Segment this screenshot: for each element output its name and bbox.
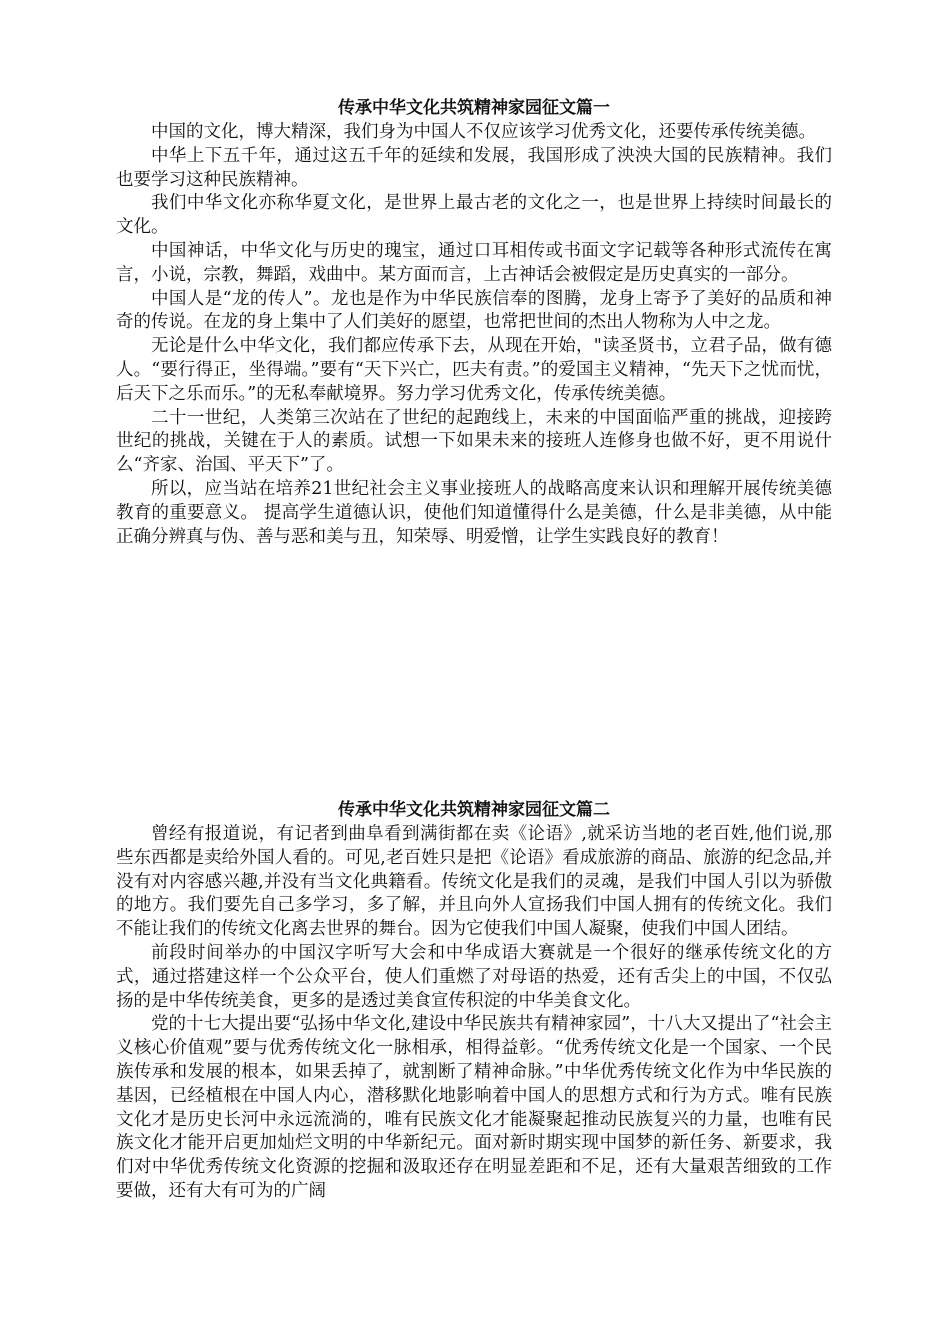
- essay-1-paragraph-4: 中国神话，中华文化与历史的瑰宝，通过口耳相传或书面文字记载等各种形式流传在寓言，小说，宗教，舞蹈，戏曲中。某方面而言，上古神话会被假定是历史真实的一部分。: [116, 240, 832, 285]
- essay-1: [116, 97, 832, 549]
- essay-1-paragraph-5: 中国人是“龙的传人”。龙也是作为中华民族信奉的图腾，龙身上寄予了美好的品质和神奇的传说。在龙的身上集中了人们美好的愿望，也常把世间的杰出人物称为人中之龙。: [116, 288, 832, 333]
- essay-1-paragraph-1: 中国的文化，博大精深，我们身为中国人不仅应该学习优秀文化，还要传承传统美德。: [151, 122, 816, 142]
- essay-2-title: 传承中华文化共筑精神家园征文篇二: [338, 800, 610, 820]
- essay-1-paragraph-7: 二十一世纪，人类第三次站在了世纪的起跑线上，未来的中国面临严重的挑战，迎接跨世纪的挑战，关键在于人的素质。试想一下如果未来的接班人连修身也做不好，更不用说什么“齐家、治国、平天下”了。: [116, 407, 832, 476]
- essay-2-paragraph-1: 曾经有报道说，有记者到曲阜看到满街都在卖《论语》,就采访当地的老百姓,他们说,那些东西都是卖给外国人看的。可见,老百姓只是把《论语》看成旅游的商品、旅游的纪念品,并没有对内容感兴趣,并没有当文化典籍看。传统文化是我们的灵魂，是我们中国人引以为骄傲的地方。我们要先自己多学习，多了解，并且向外人宣扬我们中国人拥有的传统文化。我们不能让我们的传统文化离去世界的舞台。因为它使我们中国人凝聚，使我们中国人团结。: [116, 824, 832, 940]
- essay-2: [116, 799, 832, 1204]
- essay-1-paragraph-8: 所以，应当站在培养21世纪社会主义事业接班人的战略高度来认识和理解开展传统美德教育的重要意义。 提高学生道德认识，使他们知道懂得什么是美德，什么是非美德，从中能正确分辨真与伪、善与恶和美与丑，知荣辱、明爱憎，让学生实践良好的教育！: [116, 478, 832, 547]
- essay-2-paragraph-3: 党的十七大提出要“弘扬中华文化,建设中华民族共有精神家园”，十八大又提出了“社会主义核心价值观”要与优秀传统文化一脉相承，相得益彰。“优秀传统文化是一个国家、一个民族传承和发展的根本，如果丢掉了，就割断了精神命脉。”中华优秀传统文化作为中华民族的基因，已经植根在中国人内心，潜移默化地影响着中国人的思想方式和行为方式。唯有民族文化才是历史长河中永远流淌的，唯有民族文化才能凝聚起推动民族复兴的力量，也唯有民族文化才能开启更加灿烂文明的中华新纪元。面对新时期实现中国梦的新任务、新要求，我们对中华优秀传统文化资源的挖掘和汲取还存在明显差距和不足，还有大量艰苦细致的工作要做，还有大有可为的广阔: [116, 1014, 832, 1201]
- essay-1-paragraph-3: 我们中华文化亦称华夏文化，是世界上最古老的文化之一，也是世界上持续时间最长的文化。: [116, 193, 832, 238]
- essay-1-title: 传承中华文化共筑精神家园征文篇一: [338, 98, 610, 118]
- essay-1-paragraph-6: 无论是什么中华文化，我们都应传承下去，从现在开始，"读圣贤书，立君子品，做有德人。“要行得正，坐得端。”要有“天下兴亡，匹夫有责。”的爱国主义精神，“先天下之忧而忧，后天下之乐而乐。”的无私奉献境界。努力学习优秀文化，传承传统美德。: [116, 336, 832, 404]
- essay-2-paragraph-2: 前段时间举办的中国汉字听写大会和中华成语大赛就是一个很好的继承传统文化的方式，通过搭建这样一个公众平台，使人们重燃了对母语的热爱，还有舌尖上的中国，不仅弘扬的是中华传统美食，更多的是透过美食宣传积淀的中华美食文化。: [116, 942, 832, 1011]
- essay-1-paragraph-2: 中华上下五千年，通过这五千年的延续和发展，我国形成了泱泱大国的民族精神。我们也要学习这种民族精神。: [116, 145, 832, 190]
